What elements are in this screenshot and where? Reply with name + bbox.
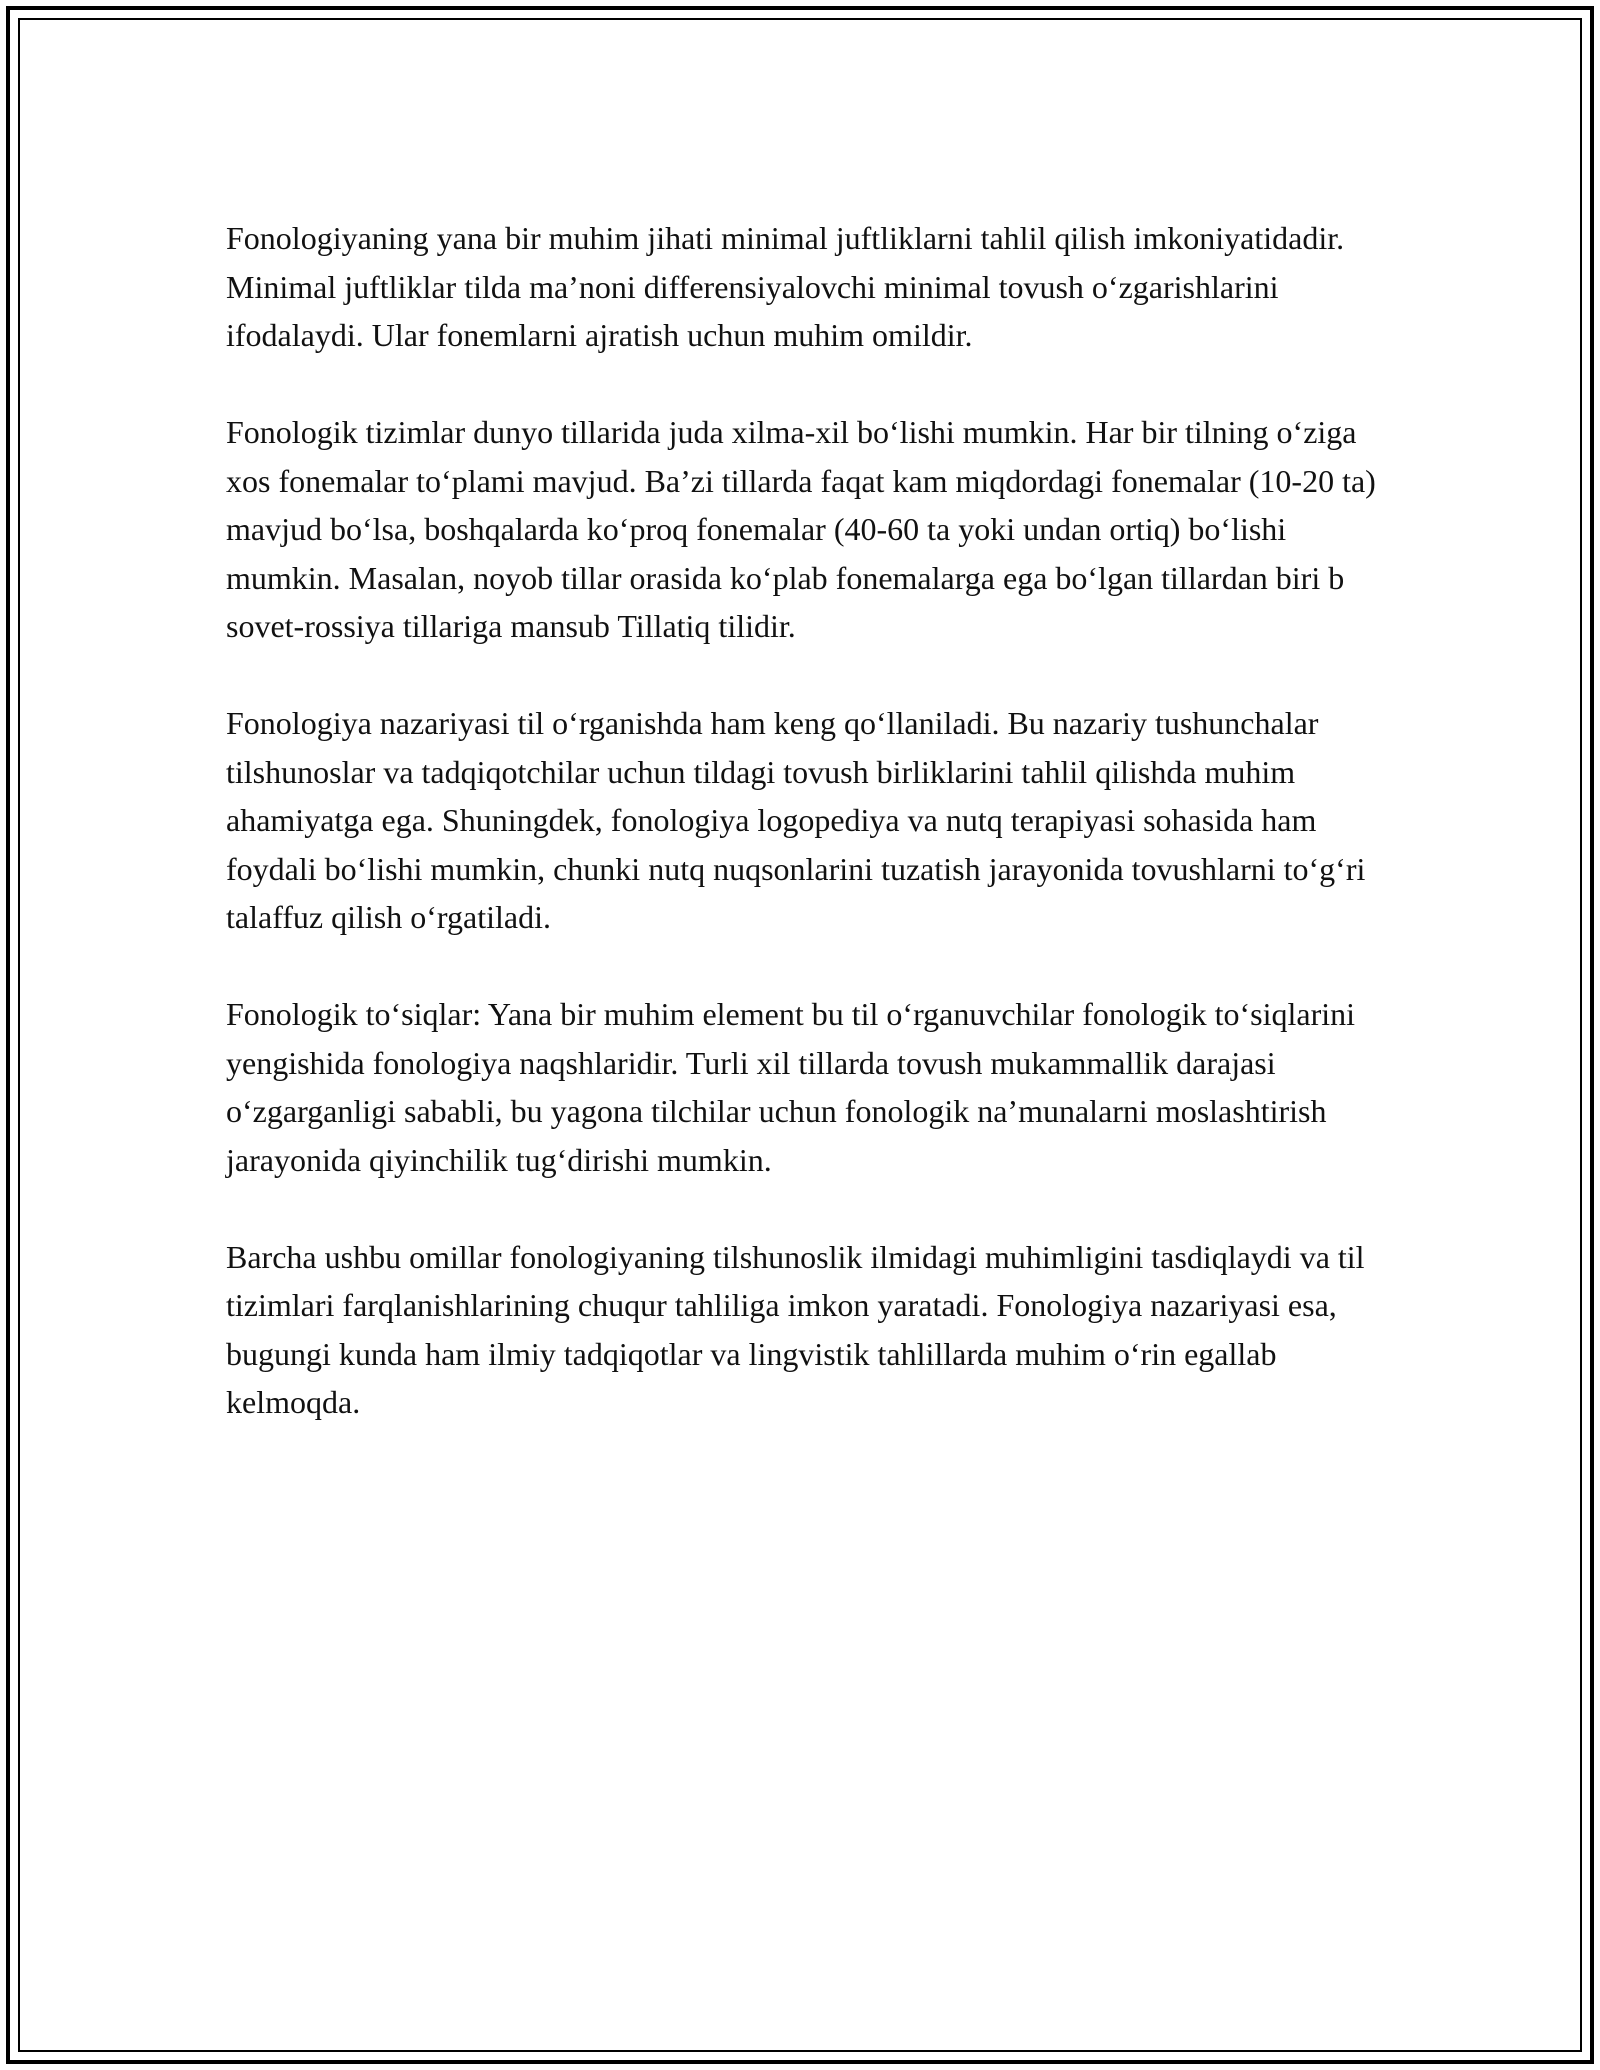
paragraph-phonological-systems: Fonologik tizimlar dunyo tillarida juda xilma-xil bo‘lishi mumkin. Har bir tilning o‘ziga xos fonemalar to‘plami mavjud. Ba’zi tillarda faqat kam miqdordagi fonemalar (10-20 ta) mavjud bo‘lsa, boshqalarda ko‘proq fonemalar (40-60 ta yoki undan ortiq) bo‘lishi mumkin. Masalan, noyob tillar orasida ko‘plab fonemalarga ega bo‘lgan tillardan biri b sovet-rossiya tillariga mansub Tillatiq tilidir. [226, 414, 1376, 644]
paragraph-conclusion: Barcha ushbu omillar fonologiyaning tilshunoslik ilmidagi muhimligini tasdiqlaydi va til tizimlari farqlanishlarining chuqur tahliliga imkon yaratadi. Fonologiya nazariyasi esa, bugungi kunda ham ilmiy tadqiqotlar va lingvistik tahlillarda muhim o‘rin egallab kelmoqda. [226, 1238, 1365, 1420]
paragraph-phonological-barriers: Fonologik to‘siqlar: Yana bir muhim element bu til o‘rganuvchilar fonologik to‘siqlarini yengishida fonologiya naqshlaridir. Turli xil tillarda tovush mukammallik darajasi o‘zgarganligi sababli, bu yagona tilchilar uchun fonologik na’munalarni moslashtirish jarayonida qiyinchilik tug‘dirishi mumkin. [226, 996, 1356, 1178]
document-body [226, 214, 1376, 1475]
paragraph-phonology-theory: Fonologiya nazariyasi til o‘rganishda ham keng qo‘llaniladi. Bu nazariy tushunchalar tilshunoslar va tadqiqotchilar uchun tildagi tovush birliklarini tahlil qilishda muhim ahamiyatga ega. Shuningdek, fonologiya logopediya va nutq terapiyasi sohasida ham foydali bo‘lishi mumkin, chunki nutq nuqsonlarini tuzatish jarayonida tovushlarni to‘g‘ri talaffuz qilish o‘rgatiladi. [226, 705, 1366, 935]
paragraph-minimal-pairs: Fonologiyaning yana bir muhim jihati minimal juftliklarni tahlil qilish imkoniyatidadir. Minimal juftliklar tilda ma’noni differensiyalovchi minimal tovush o‘zgarishlarini ifodalaydi. Ular fonemlarni ajratish uchun muhim omildir. [226, 220, 1345, 353]
